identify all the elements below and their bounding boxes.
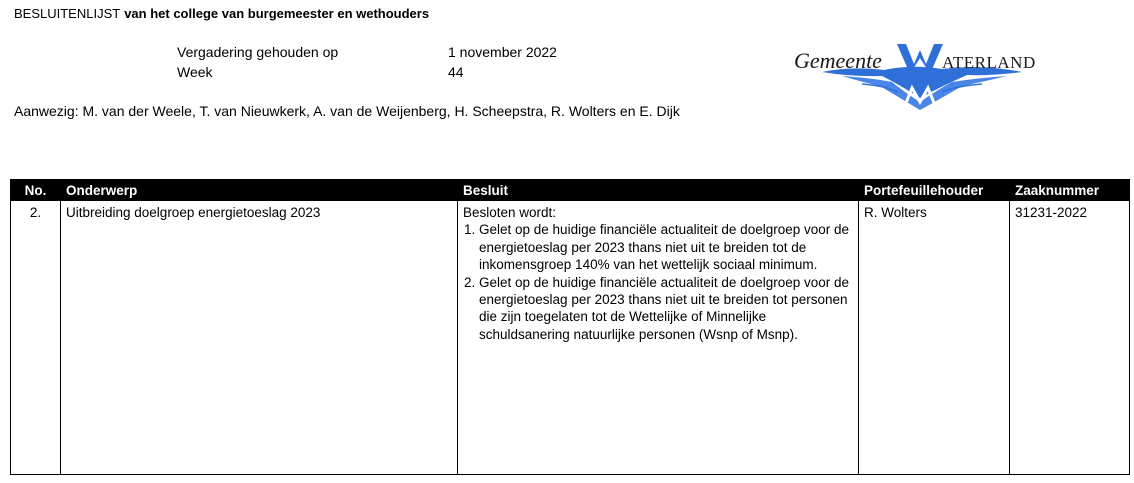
week-value: 44 xyxy=(448,64,464,80)
document-title xyxy=(14,6,429,21)
meeting-label: Vergadering gehouden op xyxy=(177,44,339,60)
column-header-portefeuillehouder: Portefeuillehouder xyxy=(859,180,1010,201)
gemeente-waterland-logo xyxy=(792,42,1054,114)
week-label: Week xyxy=(177,64,213,80)
column-header-zaaknummer: Zaaknummer xyxy=(1010,180,1130,201)
table-header-row xyxy=(11,180,1130,201)
present-members: Aanwezig: M. van der Weele, T. van Nieuwkerk, A. van de Weijenberg, H. Scheepstra, R. Wolters en E. Dijk xyxy=(14,103,680,119)
besluit-item: 2. Gelet op de huidige financiële actualiteit de doelgroep voor de energietoeslag per 2023 thans niet uit te breiden tot personen die zijn toegelaten tot de Wettelijke of Minnelijke schuldsanering natuurlijke personen (Wsnp of Msnp). xyxy=(479,274,853,344)
besluit-list xyxy=(463,221,853,343)
cell-besluit xyxy=(458,201,859,475)
doc-subtitle: van het college van burgemeester en wethouders xyxy=(124,6,430,21)
column-header-besluit: Besluit xyxy=(458,180,859,201)
table-row xyxy=(11,201,1130,475)
column-header-no: No. xyxy=(11,180,61,201)
cell-portefeuillehouder: R. Wolters xyxy=(859,201,1010,475)
logo-text-aterland: ATERLAND xyxy=(942,53,1036,72)
cell-no: 2. xyxy=(11,201,61,475)
meeting-date: 1 november 2022 xyxy=(448,44,557,60)
cell-zaaknummer: 31231-2022 xyxy=(1010,201,1130,475)
besluit-item: 1. Gelet op de huidige financiële actualiteit de doelgroep voor de energietoeslag per 2023 thans niet uit te breiden tot de inkomensgroep 140% van het wettelijk sociaal minimum. xyxy=(479,221,853,273)
besluit-intro: Besloten wordt: xyxy=(463,205,557,220)
doc-type: BESLUITENLIJST xyxy=(14,6,121,21)
decision-table xyxy=(10,179,1130,475)
logo-text-gemeente: Gemeente xyxy=(794,48,882,73)
column-header-onderwerp: Onderwerp xyxy=(61,180,458,201)
cell-onderwerp: Uitbreiding doelgroep energietoeslag 2023 xyxy=(61,201,458,475)
